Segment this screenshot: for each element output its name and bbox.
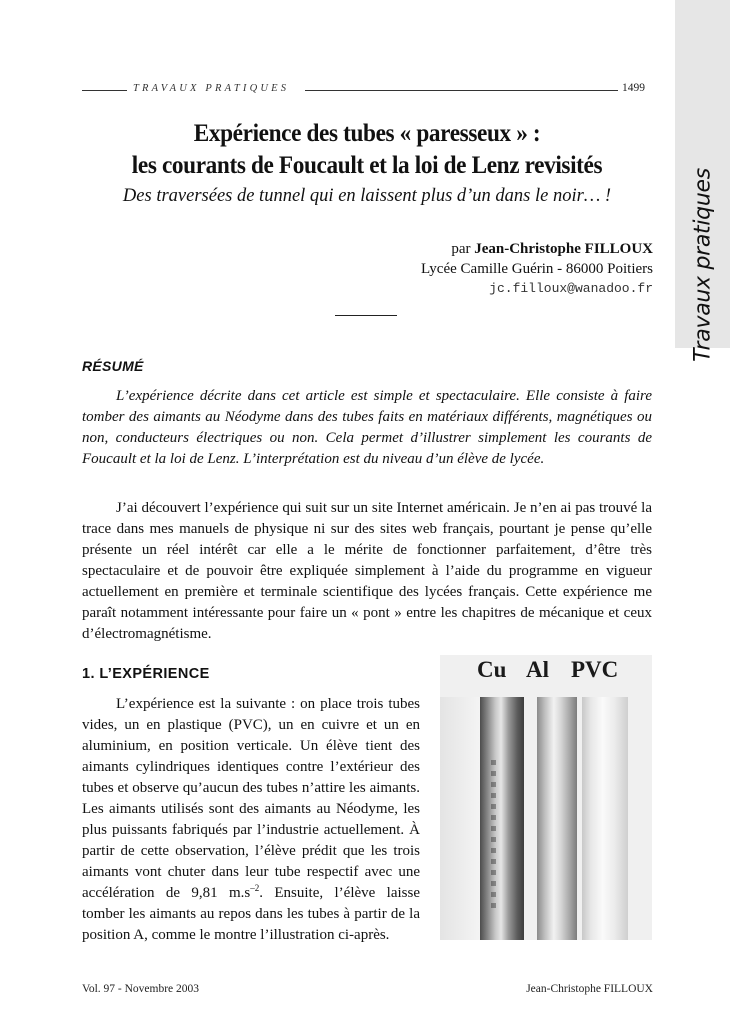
section-text-before: L’expérience est la suivante : on place trois tubes vides, un en plastique (PVC), un en cuivre et un en aluminium, en position verticale. Un élève tient des aimants cylindriques identiques contre l’extérieur des tubes et observe qu’aucun des tubes n’attire les aimants. Les aimants utilisés sont des aimants au Néodyme, les plus puissants fabriqués par l’industrie actuellement. À partir de cette observation, l’élève prédit que les trois aimants vont chuter dans leur tube respectif avec une accélération de 9,81 m.s <box>82 696 420 901</box>
header-rule-right <box>305 90 618 91</box>
label-pvc: PVC <box>571 657 619 682</box>
label-al: Al <box>526 657 549 682</box>
pvc-tube <box>582 697 628 940</box>
section-heading: 1. L’EXPÉRIENCE <box>82 666 210 682</box>
author-line <box>421 239 653 259</box>
title-line-1: Expérience des tubes « paresseux » : <box>193 120 541 147</box>
author-name: Jean-Christophe FILLOUX <box>474 241 653 257</box>
footer-volume: Vol. 97 - Novembre 2003 <box>82 983 200 995</box>
copper-tube <box>480 697 524 940</box>
title-line-2: les courants de Foucault et la loi de Lenz revisités <box>131 152 603 179</box>
abstract-text: L’expérience décrite dans cet article est simple et spectaculaire. Elle consiste à faire tomber des aimants au Néodyme dans des tubes faits en matériaux différents, magnétiques ou non, conducteurs électriques ou non. Cela permet d’illustrer simplement les courants de Foucault et la loi de Lenz. L’interprétation est du niveau d’un élève de lycée. <box>82 388 652 467</box>
footer-author: Jean-Christophe FILLOUX <box>526 983 653 995</box>
section-text-after: . Ensuite, l’élève laisse tomber les aimants au repos dans les tubes à partir de la position A, comme le montre l’illustration ci-après. <box>82 885 421 943</box>
tube-markings <box>491 760 496 910</box>
photo-background <box>440 697 480 940</box>
unit-exponent: –2 <box>250 883 260 893</box>
intro-paragraph: J’ai découvert l’expérience qui suit sur un site Internet américain. Je n’en ai pas trouvé la trace dans mes manuels de physique ni sur des sites web français, pourtant je pense qu’elle présente un réel intérêt car elle a le mérite de fonctionner parfaitement, d’être très spectaculaire et de pouvoir être expliquée simplement à l’aide du programme en vigueur actuellement en première et terminale scientifique des lycées français. Cette expérience me paraît notamment intéressante pour faire un « pont » entre les chapitres de mécanique et ceux d’électromagnétisme. <box>82 500 652 642</box>
tubes-photo <box>440 655 652 940</box>
abstract-heading: RÉSUMÉ <box>82 358 144 374</box>
author-prefix: par <box>451 241 471 257</box>
author-email: jc.filloux@wanadoo.fr <box>489 281 653 296</box>
byline <box>421 239 653 299</box>
running-head: TRAVAUX PRATIQUES <box>133 83 290 94</box>
label-cu: Cu <box>477 657 507 682</box>
page-number: 1499 <box>622 82 645 94</box>
side-section-label: Travaux pratiques <box>690 168 716 362</box>
header-rule-left <box>82 90 127 91</box>
title-separator <box>335 315 397 316</box>
article-subtitle: Des traversées de tunnel qui en laissent plus d’un dans le noir… ! <box>122 186 612 206</box>
author-affiliation: Lycée Camille Guérin - 86000 Poitiers <box>420 261 653 277</box>
article-title <box>102 118 632 182</box>
section-paragraph <box>82 694 420 946</box>
aluminium-tube <box>537 697 577 940</box>
